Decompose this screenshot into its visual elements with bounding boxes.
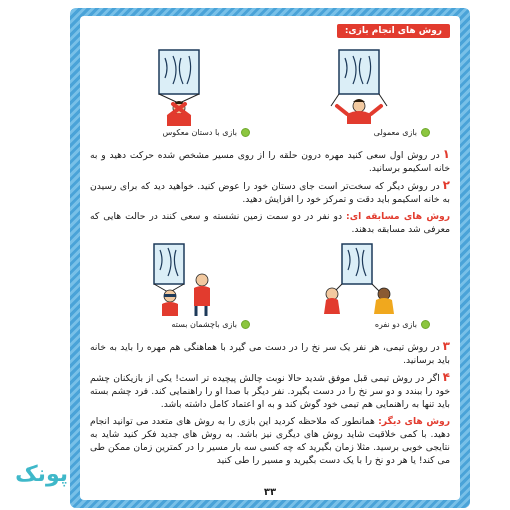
paragraph-2 <box>90 179 450 206</box>
paragraph-other <box>90 415 450 467</box>
brand-logo-text: پونک <box>15 462 68 487</box>
other-methods-text: همانطور که ملاحظه کردید این بازی را به روش های متعدد می توانید انجام دهید. با کمی خلاقیت شاید روش های دیگری نیز باشد. به روش های جدید فکر کنید شاید به نتایجی خوبی برسید. مثلا زمان بگیرید که چه کسی سه بار مسیر را در کمترین زمان ممکن طی می کند! یا هر دو نخ را با یک دست بگیرید و مسیر را طی کنید <box>90 416 450 466</box>
bullet-dot <box>421 320 430 329</box>
two-person-illustration <box>320 240 400 318</box>
other-methods-label: روش های دیگر: <box>378 416 450 427</box>
paragraph-4-number: ۴ <box>442 370 450 384</box>
caption-blindfolded-text: بازی باچشمان بسته <box>171 320 237 329</box>
paragraph-1-number: ۱ <box>442 147 450 161</box>
reverse-hands-illustration <box>145 48 215 126</box>
paragraph-3 <box>90 340 450 367</box>
page-number: ۳۳ <box>263 487 277 498</box>
bullet-dot <box>241 320 250 329</box>
paragraph-race <box>90 210 450 236</box>
caption-normal <box>290 128 430 137</box>
paragraph-4-text: اگر در روش تیمی قبل موفق شدید حالا نوبت چالش پیچیده تر است! یکی از بازیکنان چشم خود را ببندد و دو سر نخ را در دست بگیرد. نفر دیگر با صدا او را راهنمایی کند. فرد چشم بسته باید تنها به راهنمایی هم تیمی خود گوش کند و به او اعتماد کامل داشته باشد. <box>90 373 450 410</box>
image-row-bottom <box>90 240 450 336</box>
paragraph-2-number: ۲ <box>442 178 450 192</box>
figure-blindfolded <box>110 240 250 329</box>
caption-reverse-hands <box>110 128 250 137</box>
image-row-top <box>90 48 450 144</box>
race-text: دو نفر در دو سمت زمین نشسته و سعی کنند در حالت هایی که معرفی شد مسابقه بدهند. <box>90 211 450 235</box>
caption-blindfolded <box>110 320 250 329</box>
paragraph-4 <box>90 371 450 411</box>
section-title: روش های انجام بازی: <box>337 24 450 38</box>
figure-reverse-hands <box>110 48 250 137</box>
paragraph-1-text: در روش اول سعی کنید مهره درون حلقه را از روی مسیر مشخص شده حرکت دهید و به خانه اسکیمو برسانید. <box>90 150 450 174</box>
caption-reverse-hands-text: بازی با دستان معکوس <box>162 128 237 137</box>
bullet-dot <box>241 128 250 137</box>
brand-logo <box>4 462 68 504</box>
paragraph-3-number: ۳ <box>442 339 450 353</box>
section-header <box>90 24 450 38</box>
paragraph-2-text: در روش دیگر که سخت‌تر است جای دستان خود را عوض کنید. خواهید دید که برای رسیدن به خانه اسکیمو باید دقت و تمرکز خود را افزایش دهید. <box>90 181 450 205</box>
figure-two-person <box>290 240 430 329</box>
paragraph-3-text: در روش تیمی، هر نفر یک سر نخ را در دست می گیرد با هماهنگی هم مهره را باید به خانه باید برسانید. <box>90 342 450 366</box>
bullet-dot <box>421 128 430 137</box>
paragraph-1 <box>90 148 450 175</box>
figure-normal <box>290 48 430 137</box>
page-sheet <box>80 16 460 500</box>
race-label: روش های مسابقه ای: <box>346 211 450 222</box>
blindfolded-illustration <box>140 240 220 318</box>
caption-two-person-text: بازی دو نفره <box>374 320 417 329</box>
caption-two-person <box>290 320 430 329</box>
normal-play-illustration <box>325 48 395 126</box>
caption-normal-text: بازی معمولی <box>373 128 417 137</box>
